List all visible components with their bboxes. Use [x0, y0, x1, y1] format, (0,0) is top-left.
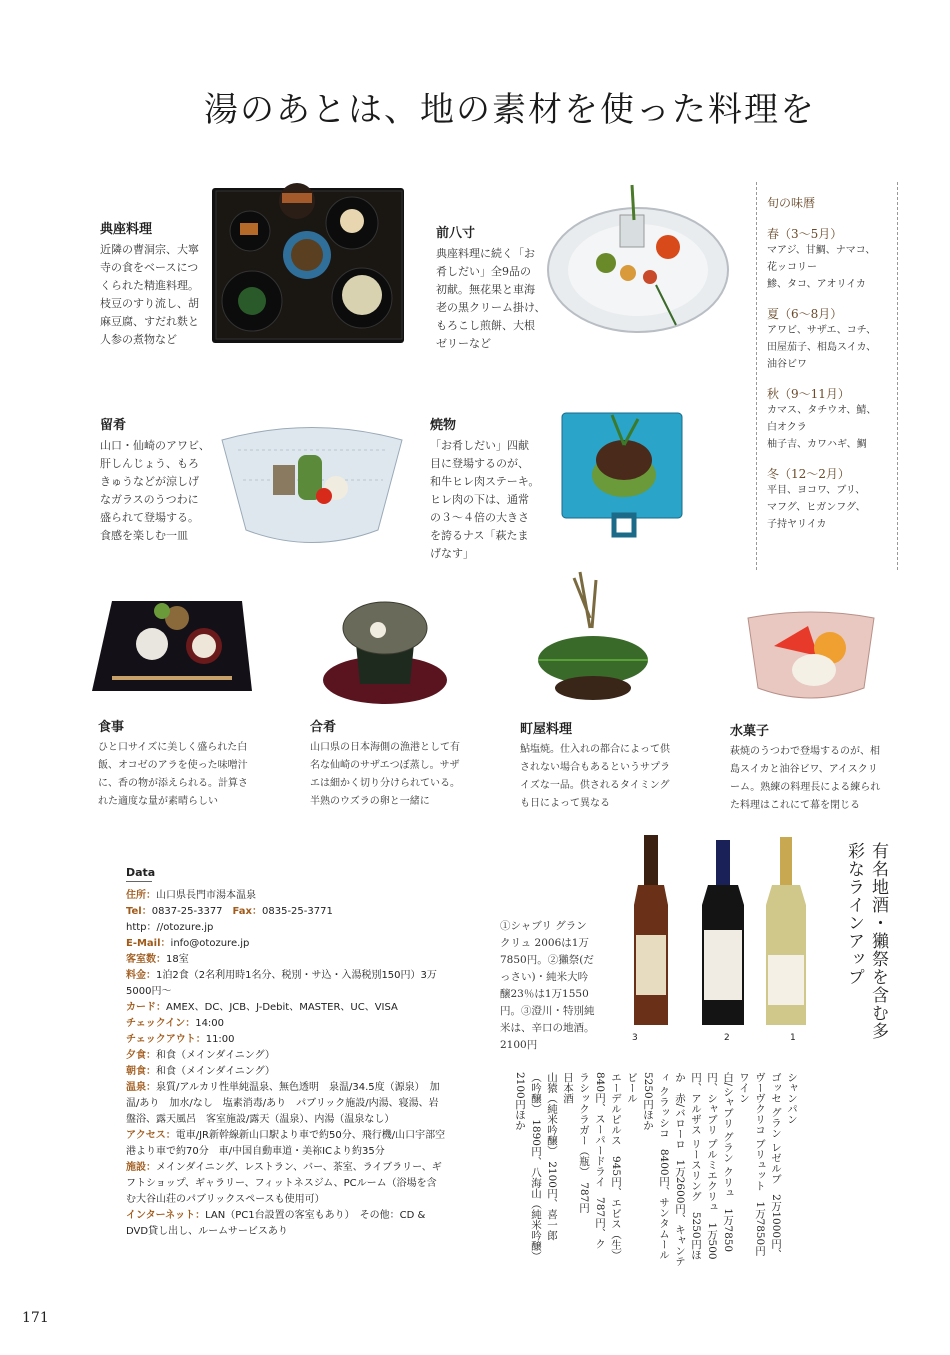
data-row-checkout: チェックアウト：11:00	[126, 1034, 235, 1045]
dish-name: 水菓子	[730, 724, 770, 739]
dish-desc: 典座料理に続く「お 肴しだい」全9品の 初献。無花果と車海 老の黒クリーム掛け、 もろこし煎餅、大根 ゼリーなど	[436, 247, 546, 350]
dish-desc: 鮎塩焼。仕入れの都合によって供 されない場合もあるというサプラ イズな一品。供されるタイミング も日によって異なる	[520, 744, 670, 809]
dish-mizugashi	[730, 720, 910, 815]
dish-tomezakana	[100, 414, 220, 545]
data-row-internet: インターネット：LAN（PC1台設置の客室もあり） その他：CD & DVD貸し出し、ルームサービスあり	[126, 1210, 426, 1237]
sazae-dish-photo	[320, 592, 450, 707]
data-row-tel: Tel：0837-25-3377 Fax：0835-25-3771	[126, 906, 333, 917]
ayu-dish-photo	[518, 568, 668, 708]
dish-aizakana	[310, 716, 490, 811]
drink-list: シャンパン ゴッセ グラン レゼルブ 2万1000円、 ヴーヴクリコ ブリュット 1万7850円 ワイン 白/シャブリ グラン クリュ 1万7850 円、シャブリ プルミエクリュ 1万500 円、アルザス リースリング 5250円ほ か 赤/バローロ 1万2600円、キャンテ ィ クラッシコ 8400円、サンタムール 5250円ほか ビール エーデルピルス 945円、エビス（生） 840円、スーパードライ 787円、ク ラシックラガー（瓶） 787円 日本酒 山猿（純米吟醸） 2100円、喜一郎 （吟醸） 1890円、八海山（純米吟醸） 2100円ほか	[500, 1072, 800, 1272]
data-row-rooms: 客室数：18室	[126, 954, 189, 965]
dish-tenzo	[100, 218, 210, 349]
dessert-bowl-photo	[746, 608, 876, 708]
zenhassun-plate-photo	[546, 175, 731, 345]
data-row-breakfast: 朝食：和食（メインダイニング）	[126, 1066, 275, 1077]
meal-tray-photo	[92, 596, 252, 696]
season-winter-heading: 冬（12～2月）	[767, 467, 850, 481]
data-row-checkin: チェックイン：14:00	[126, 1018, 225, 1029]
steak-dish-photo	[552, 405, 692, 540]
glass-bowl-photo	[218, 420, 406, 550]
dish-name: 前八寸	[436, 226, 476, 241]
season-summer-items: アワビ、サザエ、コチ、 田屋茄子、相島スイカ、 油谷ビワ	[767, 325, 877, 370]
page-title: 湯のあとは、地の素材を使った料理を	[204, 90, 816, 130]
dish-desc: 近隣の曹洞宗、大寧 寺の食をベースにつ くられた精進料理。 枝豆のすり流し、胡 麻豆腐、すだれ麩と 人参の煮物など	[100, 243, 199, 346]
season-spring-items: マアジ、甘鯛、ナマコ、 花ッコリー 鯵、タコ、アオリイカ	[767, 245, 876, 290]
dish-name: 町屋料理	[520, 722, 573, 737]
bottle-number-1: 1	[790, 1033, 796, 1043]
season-autumn-heading: 秋（9～11月）	[767, 387, 850, 401]
dish-shokuji	[98, 716, 278, 811]
season-autumn-items: カマス、タチウオ、鯖、 白オクラ 柚子吉、カワハギ、鯛	[767, 405, 877, 450]
drink-category-beer: ビール	[626, 1072, 638, 1104]
dish-name: 食事	[98, 720, 125, 735]
dish-desc: 萩焼のうつわで登場するのが、相 島スイカと油谷ビワ、アイスクリ ーム。熟練の料理長による練られ た料理はこれにて幕を閉じる	[730, 746, 881, 811]
bottle-number-2: 2	[724, 1033, 730, 1043]
dish-yakimono	[430, 414, 550, 563]
data-section	[126, 865, 446, 1240]
data-row-address: 住所：山口県長門市湯本温泉	[126, 890, 256, 901]
data-row-facilities: 施設：メインダイニング、レストラン、バー、茶室、ライブラリー、ギフトショップ、ギャラリー、フィットネスジム、PCルーム（浴場を含む大谷山荘のパブリックスペースも使用可）	[126, 1162, 442, 1205]
page-number: 171	[22, 1310, 49, 1326]
drink-category-sake: 日本酒	[562, 1072, 574, 1104]
tenzo-tray-photo	[212, 183, 406, 345]
dish-desc: ひと口サイズに美しく盛られた白 飯、オコゼのアラを使った味噌汁 に、香の物が添えられる。計算さ れた適度な量が素晴らしい	[98, 742, 248, 807]
dish-desc: 山口・仙崎のアワビ、 肝しんじょう、もろ きゅうなどが涼しげ なガラスのうつわに 盛られて登場する。 食感を楽しむ一皿	[100, 439, 210, 542]
bottle-number-3: 3	[632, 1033, 638, 1043]
dish-machiya	[520, 718, 700, 813]
data-heading: Data	[126, 865, 152, 882]
data-row-price: 料金：1泊2食（2名利用時1名分、税別・サ込・入湯税別150円）3万5000円～	[126, 970, 437, 997]
seasonal-calendar	[756, 182, 898, 570]
drink-category-champagne: シャンパン	[786, 1072, 798, 1125]
dish-desc: 山口県の日本海側の漁港として有 名な仙崎のサザエつぼ蒸し。サザ エは細かく切り分けられている。 半熟のウズラの卵と一緒に	[310, 742, 460, 807]
data-row-email[interactable]: E-Mail：info@otozure.jp	[126, 938, 250, 949]
bottles-caption: ①シャブリ グラン クリュ 2006は1万 7850円。②獺祭(だ っさい)・純米大吟 醸23％は1万1550 円。③澄川・特別純 米は、辛口の地酒。 2100円	[500, 920, 595, 1051]
dish-name: 留肴	[100, 418, 127, 433]
season-summer-heading: 夏（6～8月）	[767, 307, 843, 321]
data-row-access: アクセス：電車/JR新幹線新山口駅より車で約50分、飛行機/山口宇部空港より車で約70分 車/中国自動車道・美祢ICより約35分	[126, 1130, 446, 1157]
season-spring-heading: 春（3～5月）	[767, 227, 843, 241]
season-winter-items: 平目、ヨコワ、ブリ、 マフグ、ヒガンフグ、 子持ヤリイカ	[767, 485, 866, 530]
dish-zenhassun	[436, 222, 546, 353]
dish-desc: 「お肴しだい」四献 目に登場するのが、 和牛ヒレ肉ステーキ。 ヒレ肉の下は、通常 の３～４倍の大きさ を誇るナス「萩たま げなす」	[430, 439, 540, 560]
data-row-dinner: 夕食：和食（メインダイニング）	[126, 1050, 275, 1061]
dish-name: 合肴	[310, 720, 337, 735]
data-row-onsen: 温泉：泉質/アルカリ性単純温泉、無色透明 泉温/34.5度（源泉） 加温/あり 加水/なし 塩素消毒/あり パブリック施設/内湯、寝湯、岩盤浴、露天風呂 客室施設/露天（温泉）、内湯（温泉なし）	[126, 1082, 440, 1125]
seasonal-calendar-title: 旬の味暦	[767, 196, 816, 210]
data-row-url[interactable]: http：//otozure.jp	[126, 922, 214, 933]
bottles-photo	[620, 835, 810, 1045]
sake-heading: 有名地酒・獺祭を含む多彩なラインアップ	[844, 842, 888, 1040]
drink-category-wine: ワイン	[738, 1072, 750, 1104]
data-row-card: カード：AMEX、DC、JCB、J-Debit、MASTER、UC、VISA	[126, 1002, 398, 1013]
dish-name: 典座料理	[100, 222, 153, 237]
dish-name: 焼物	[430, 418, 457, 433]
